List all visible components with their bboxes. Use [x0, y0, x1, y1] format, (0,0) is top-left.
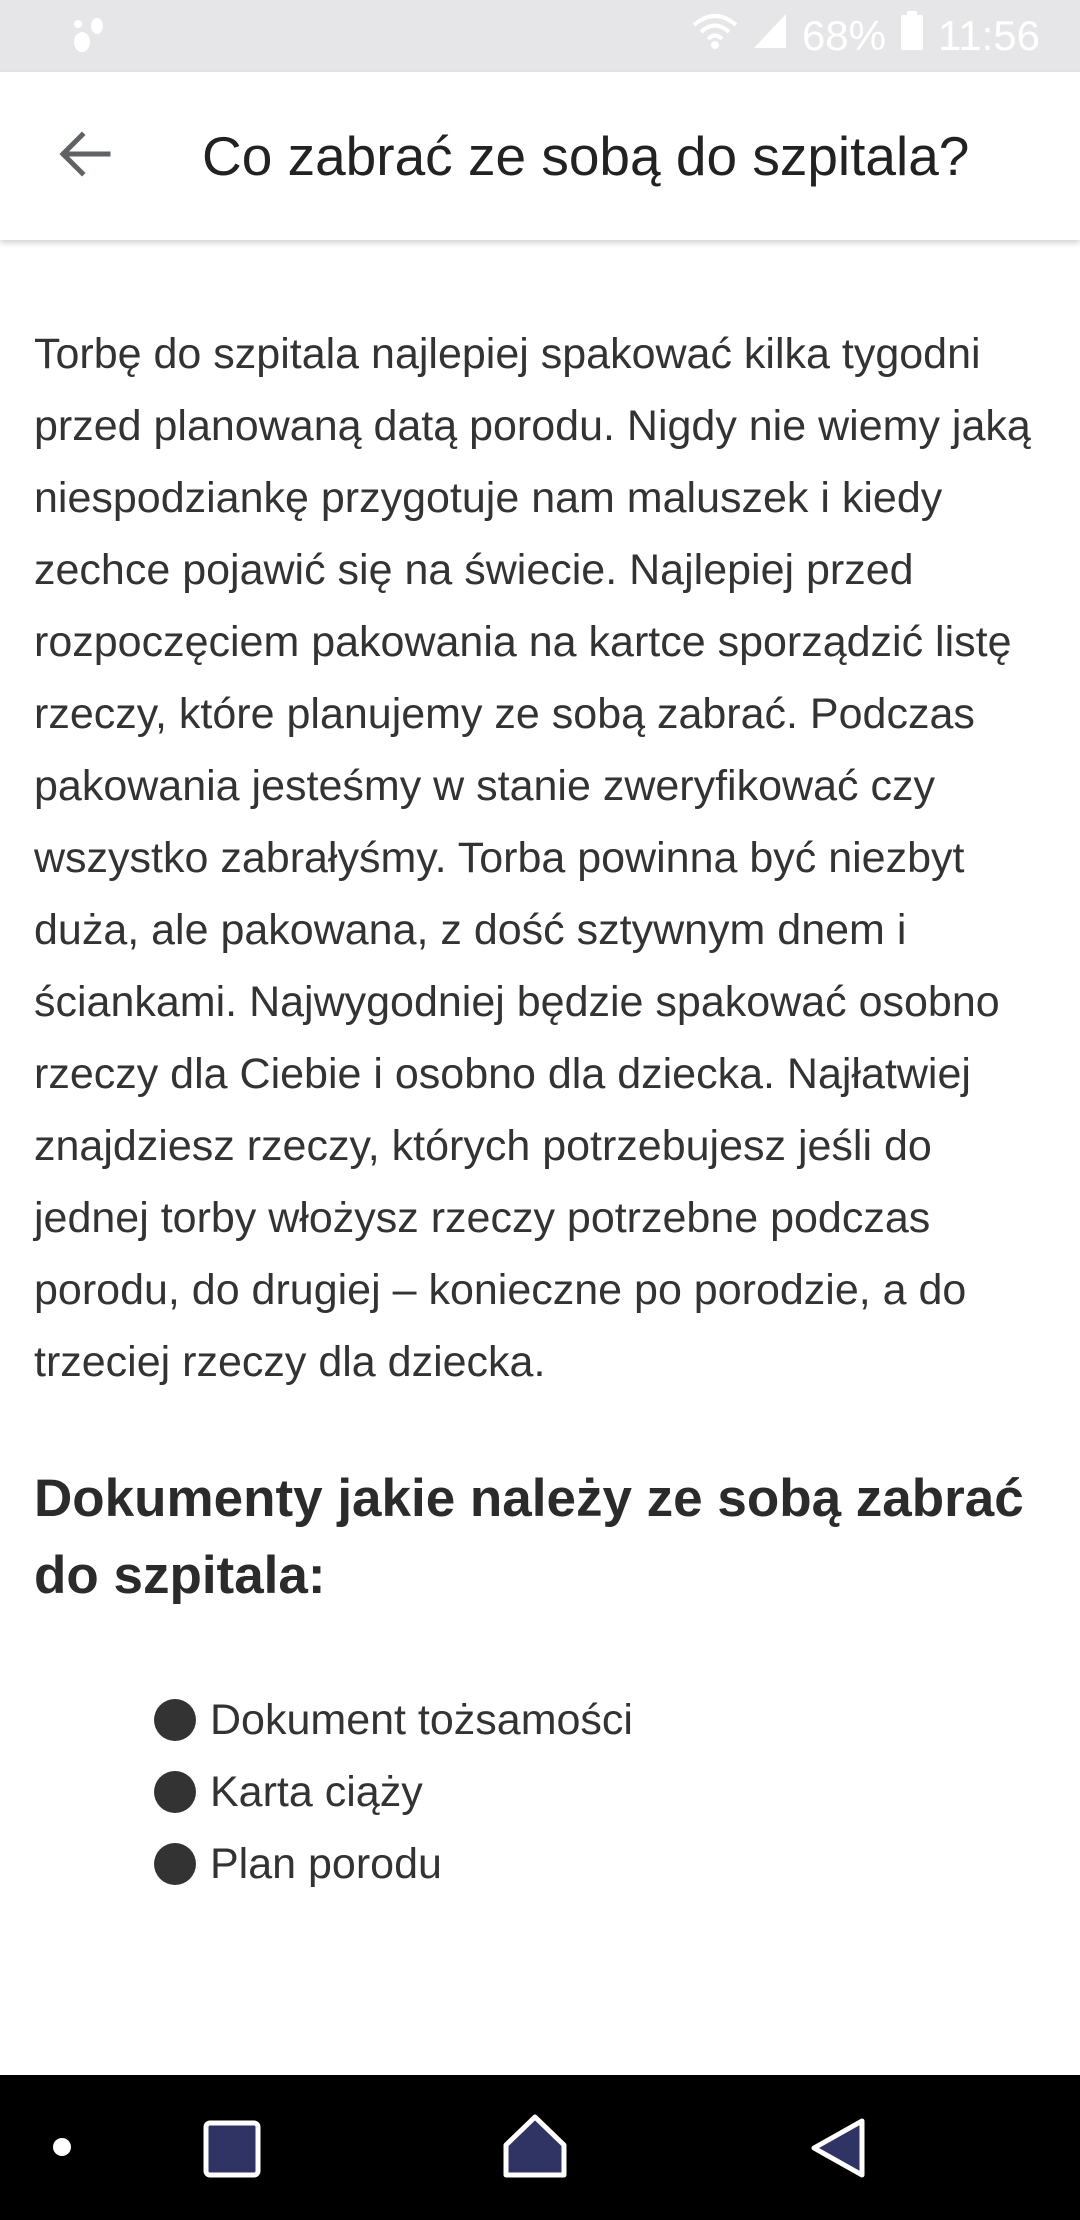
navigation-bar: [0, 2075, 1080, 2220]
documents-list: [34, 1684, 1046, 1900]
documents-heading: Dokumenty jakie należy ze sobą zabrać do szpitala:: [34, 1469, 1024, 1605]
wifi-icon: [692, 11, 738, 61]
recents-dot-icon: [42, 2157, 82, 2174]
battery-icon: [900, 11, 924, 61]
list-item-label: Plan porodu: [210, 1840, 442, 1888]
bullet-icon: [154, 1843, 196, 1885]
notification-icon: [70, 12, 110, 61]
article-intro: Torbę do szpitala najlepiej spakować kilka tygodni przed planowaną datą porodu. Nigdy nie wiemy jaką niespodziankę przygotuje nam maluszek i kiedy zechce pojawić się na świecie. Najlepiej przed rozpoczęciem pakowania na kartce sporządzić listę rzeczy, które planujemy ze sobą zabrać. Podczas pakowania jesteśmy w stanie zweryfikować czy wszystko zabrałyśmy. Torba powinna być niezbyt duża, ale pakowana, z dość sztywnym dnem i ściankami. Najwygodniej będzie spakować osobno rzeczy dla Ciebie i osobno dla dziecka. Najłatwiej znajdziesz rzeczy, których potrzebujesz jeśli do jednej torby włożysz rzeczy potrzebne podczas porodu, do drugiej – konieczne po porodzie, a do trzeciej rzeczy dla dziecka.: [34, 330, 1031, 1386]
list-item: [154, 1684, 1046, 1756]
home-icon: [500, 2168, 570, 2185]
list-item: [154, 1756, 1046, 1828]
signal-icon: [752, 12, 788, 60]
clock: 11:56: [938, 12, 1040, 59]
back-button[interactable]: [34, 106, 134, 206]
app-bar: [0, 72, 1080, 240]
back-nav-button[interactable]: [806, 2115, 870, 2181]
page-title: Co zabrać ze sobą do szpitala?: [202, 125, 970, 187]
recents-dot-button[interactable]: [42, 2125, 82, 2170]
list-item-label: Dokument tożsamości: [210, 1696, 633, 1744]
list-item: [154, 1828, 1046, 1900]
status-bar: [0, 0, 1080, 72]
list-item-label: Karta ciąży: [210, 1768, 423, 1816]
article-content[interactable]: [0, 240, 1080, 2075]
overview-square-icon: [200, 2168, 264, 2185]
arrow-left-icon: [56, 129, 112, 184]
overview-button[interactable]: [200, 2117, 264, 2181]
bullet-icon: [154, 1699, 196, 1741]
home-button[interactable]: [500, 2111, 570, 2181]
back-triangle-icon: [806, 2168, 870, 2185]
battery-percent: 68%: [801, 12, 886, 59]
bullet-icon: [154, 1771, 196, 1813]
